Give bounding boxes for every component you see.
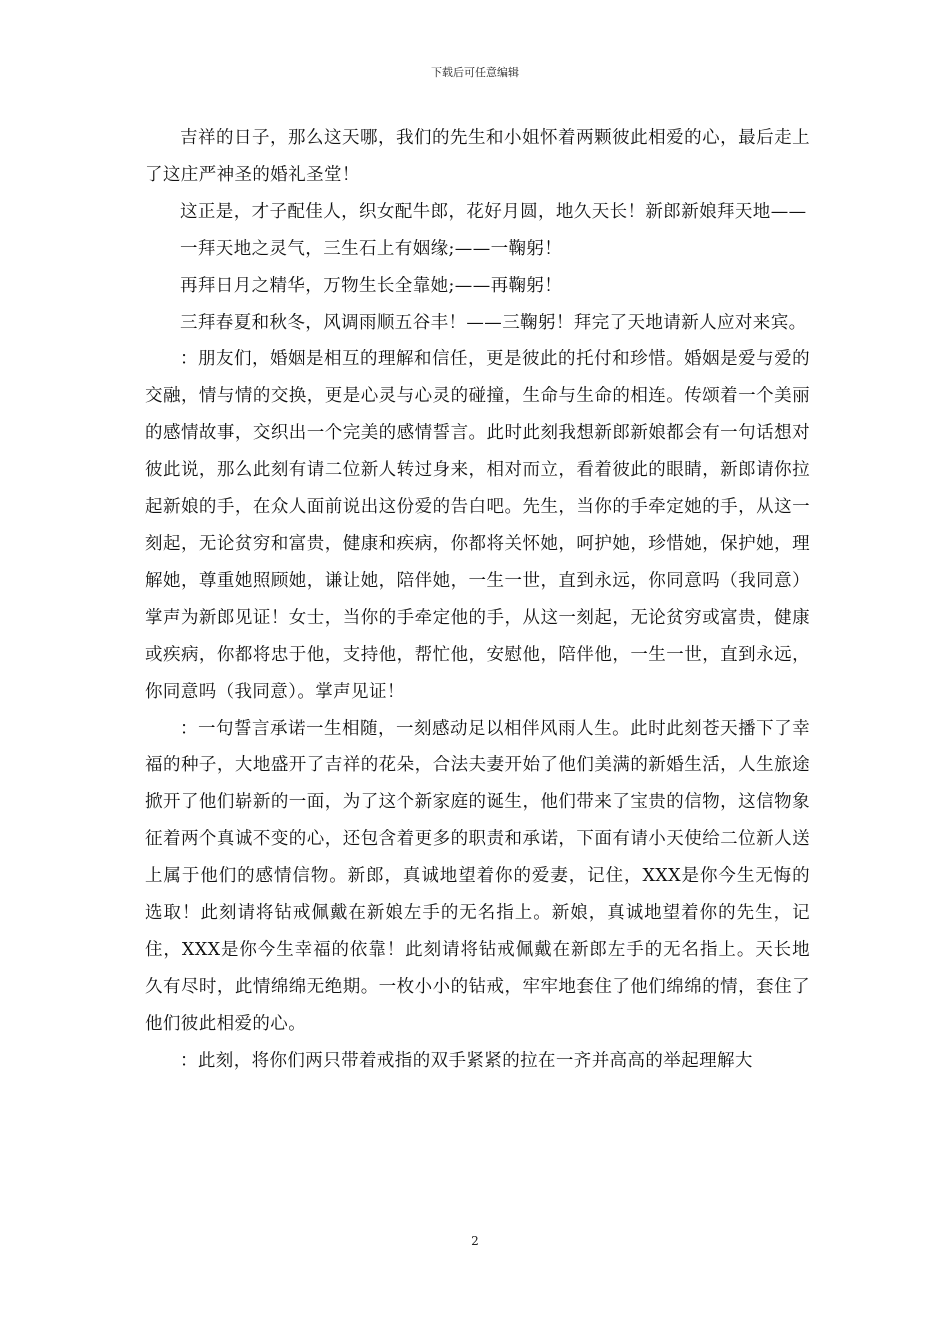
page-header: 下载后可任意编辑 — [431, 66, 519, 79]
page-number: 2 — [471, 1234, 479, 1248]
paragraph: 再拜日月之精华，万物生长全靠她;——再鞠躬！ — [180, 275, 563, 296]
paragraph: 一拜天地之灵气，三生石上有姻缘;——一鞠躬！ — [180, 238, 563, 259]
paragraph: ：朋友们，婚姻是相互的理解和信任，更是彼此的托付和珍惜。婚姻是爱与爱的交融，情与情的交换，更是心灵与心灵的碰撞，生命与生命的相连。传颂着一个美丽的感情故事，交织出一个完美的感情誓言。此时此刻我想新郎新娘都会有一句话想对彼此说，那么此刻有请二位新人转过身来，相对而立，看着彼此的眼睛，新郎请你拉起新娘的手，在众人面前说出这份爱的告白吧。先生，当你的手牵定她的手，从这一刻起，无论贫穷和富贵，健康和疾病，你都将关怀她，呵护她，珍惜她，保护她，理解她，尊重她照顾她，谦让她，陪伴她，一生一世，直到永远，你同意吗（我同意）掌声为新郎见证！女士，当你的手牵定他的手，从这一刻起，无论贫穷或富贵，健康或疾病，你都将忠于他，支持他，帮忙他，安慰他，陪伴他，一生一世，直到永远，你同意吗（我同意）。掌声见证！ — [145, 349, 810, 702]
paragraph: 三拜春夏和秋冬，风调雨顺五谷丰！——三鞠躬！拜完了天地请新人应对来宾。 — [180, 312, 807, 333]
paragraph: ：此刻，将你们两只带着戒指的双手紧紧的拉在一齐并高高的举起理解大 — [180, 1050, 753, 1071]
document-body — [145, 120, 810, 1080]
paragraph: 吉祥的日子，那么这天哪，我们的先生和小姐怀着两颗彼此相爱的心，最后走上了这庄严神圣的婚礼圣堂！ — [145, 128, 810, 185]
paragraph: ：一句誓言承诺一生相随，一刻感动足以相伴风雨人生。此时此刻苍天播下了幸福的种子，大地盛开了吉祥的花朵，合法夫妻开始了他们美满的新婚生活，人生旅途掀开了他们崭新的一面，为了这个新家庭的诞生，他们带来了宝贵的信物，这信物象征着两个真诚不变的心，还包含着更多的职责和承诺，下面有请小天使给二位新人送上属于他们的感情信物。新郎，真诚地望着你的爱妻，记住，XXX是你今生无悔的选取！此刻请将钻戒佩戴在新娘左手的无名指上。新娘，真诚地望着你的先生，记住，XXX是你今生幸福的依靠！此刻请将钻戒佩戴在新郎左手的无名指上。天长地久有尽时，此情绵绵无绝期。一枚小小的钻戒，牢牢地套住了他们绵绵的情，套住了他们彼此相爱的心。 — [145, 718, 810, 1034]
paragraph: 这正是，才子配佳人，织女配牛郎，花好月圆，地久天长！新郎新娘拜天地—— — [180, 201, 807, 222]
